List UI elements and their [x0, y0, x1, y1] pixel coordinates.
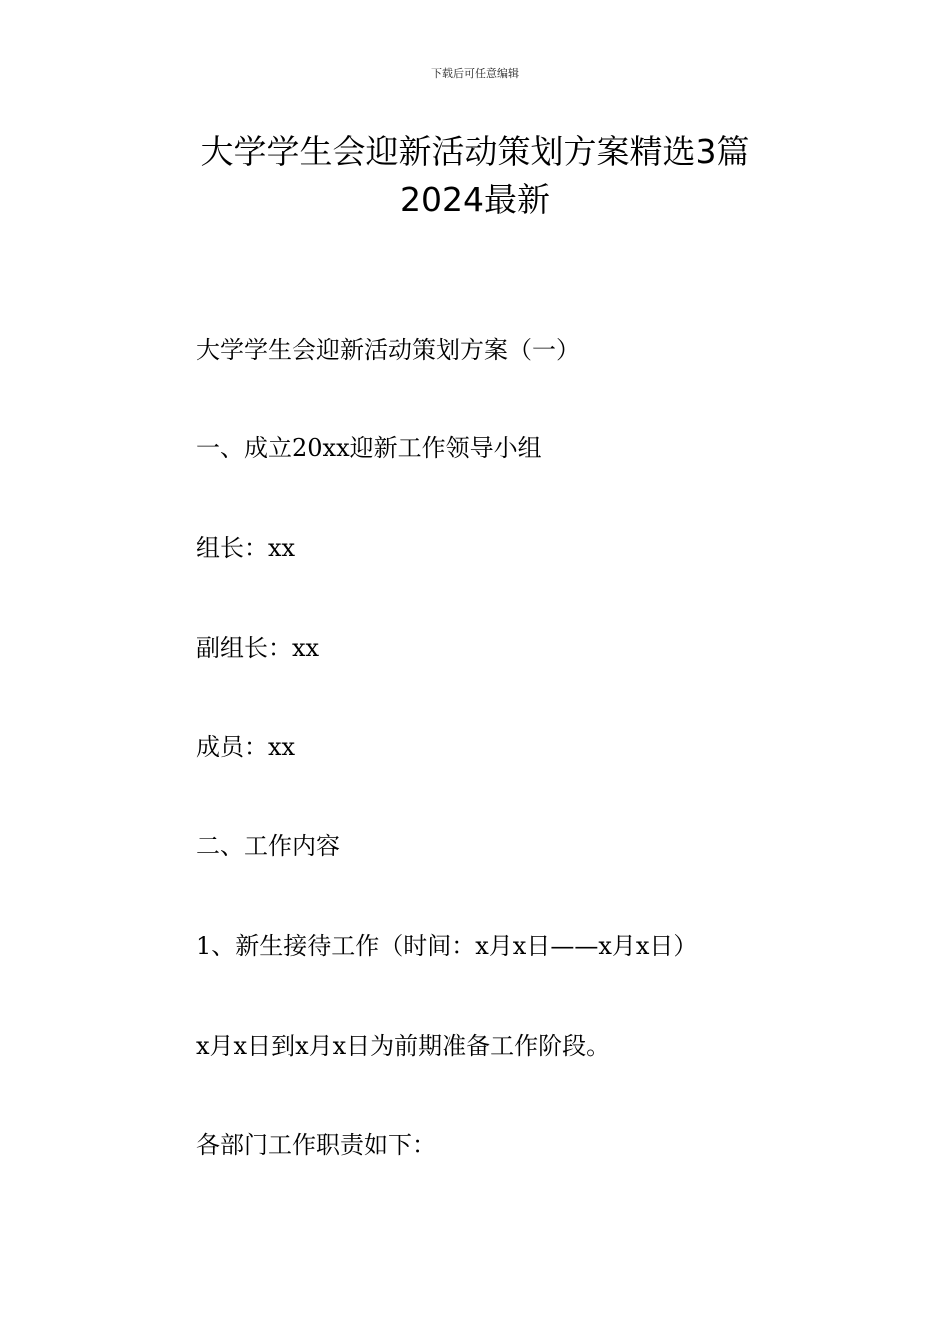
page-header-note: 下载后可任意编辑: [431, 67, 519, 80]
paragraph: 副组长：xx: [196, 634, 320, 662]
document-title: [0, 128, 950, 224]
section-heading: 大学学生会迎新活动策划方案（一）: [196, 336, 580, 364]
paragraph: 成员：xx: [196, 733, 296, 761]
document-title-line-2: 2024最新: [400, 180, 550, 219]
paragraph: x月x日到x月x日为前期准备工作阶段。: [196, 1032, 611, 1060]
paragraph: 1、新生接待工作（时间：x月x日——x月x日）: [196, 932, 698, 960]
paragraph: 各部门工作职责如下：: [196, 1131, 436, 1159]
paragraph: 二、工作内容: [196, 832, 340, 860]
paragraph: 组长：xx: [196, 534, 296, 562]
document-title-line-1: 大学学生会迎新活动策划方案精选3篇: [200, 132, 750, 171]
paragraph: 一、成立20xx迎新工作领导小组: [196, 434, 542, 462]
